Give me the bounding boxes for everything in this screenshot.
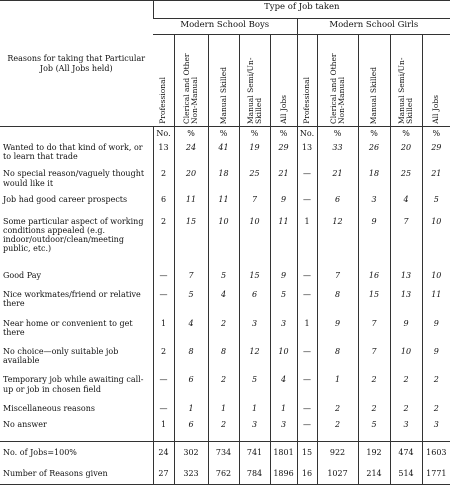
value-cell: 16 — [358, 271, 390, 290]
table-row — [0, 271, 450, 290]
value-cell: 3 — [390, 420, 422, 441]
value-cell: 7 — [358, 347, 390, 375]
value-cell: 21 — [422, 169, 450, 195]
value-cell: 13 — [297, 143, 317, 169]
value-cell: — — [297, 404, 317, 421]
value-cell: 5 — [239, 375, 270, 403]
value-cell: 9 — [422, 319, 450, 347]
unit-cell: % — [317, 127, 358, 144]
value-cell: 10 — [270, 347, 297, 375]
value-cell: 3 — [270, 319, 297, 347]
value-cell: 6 — [174, 375, 208, 403]
totals-label: Number of Reasons given — [3, 468, 108, 478]
reason-cell: Temporary job while awaiting call-up or job in chosen field — [3, 375, 144, 394]
value-cell: 8 — [174, 347, 208, 375]
table-row — [0, 217, 450, 271]
value-cell: 4 — [390, 195, 422, 216]
value-cell: 20 — [390, 143, 422, 169]
total-value-cell: 1801 — [270, 442, 297, 463]
value-cell: 6 — [153, 195, 174, 216]
table-row — [0, 195, 450, 216]
total-value-cell: 192 — [358, 442, 390, 463]
value-cell: 1 — [297, 217, 317, 271]
value-cell: 33 — [317, 143, 358, 169]
value-cell: 7 — [317, 271, 358, 290]
total-value-cell: 302 — [174, 442, 208, 463]
value-cell: 6 — [317, 195, 358, 216]
value-cell: 29 — [270, 143, 297, 169]
col-header-boys-professional: Professional — [153, 35, 174, 127]
value-cell: — — [297, 271, 317, 290]
unit-cell: % — [239, 127, 270, 144]
value-cell: 7 — [174, 271, 208, 290]
reason-cell: No choice—only suitable job available — [3, 346, 119, 366]
total-value-cell: 734 — [208, 442, 239, 463]
value-cell: 19 — [239, 143, 270, 169]
total-value-cell: 514 — [390, 463, 422, 484]
reason-cell: Good Pay — [3, 271, 41, 281]
value-cell: 25 — [390, 169, 422, 195]
units-label — [0, 127, 153, 144]
value-cell: 2 — [317, 420, 358, 441]
reasons-header: Reasons for taking that Particular Job (All Jobs held) — [0, 1, 153, 127]
value-cell: — — [297, 347, 317, 375]
value-cell: 5 — [422, 195, 450, 216]
value-cell: 9 — [422, 347, 450, 375]
value-cell: 2 — [390, 375, 422, 403]
total-value-cell: 784 — [239, 463, 270, 484]
reason-cell: Near home or convenient to get there — [3, 318, 133, 337]
value-cell: 10 — [390, 347, 422, 375]
value-cell: 11 — [270, 217, 297, 271]
value-cell: 1 — [153, 319, 174, 347]
value-cell: 1 — [208, 404, 239, 421]
value-cell: 10 — [422, 271, 450, 290]
total-value-cell: 24 — [153, 442, 174, 463]
value-cell: 2 — [208, 420, 239, 441]
table-row — [0, 319, 450, 347]
table-row — [0, 404, 450, 421]
unit-cell: % — [270, 127, 297, 144]
value-cell: — — [297, 375, 317, 403]
total-value-cell: 15 — [297, 442, 317, 463]
reason-cell: Some particular aspect of working conditions appealed (e.g. indoor/outdoor/clean/meeting public, etc.) — [3, 216, 144, 254]
reason-cell: No answer — [3, 420, 47, 430]
value-cell: — — [153, 271, 174, 290]
value-cell: 15 — [174, 217, 208, 271]
total-value-cell: 214 — [358, 463, 390, 484]
value-cell: — — [297, 420, 317, 441]
col-header-boys-manual-skilled: Manual Skilled — [208, 35, 239, 127]
value-cell: 2 — [358, 375, 390, 403]
value-cell: 1 — [270, 404, 297, 421]
value-cell: 2 — [208, 375, 239, 403]
value-cell: 2 — [358, 404, 390, 421]
value-cell: 1 — [317, 375, 358, 403]
total-value-cell: 323 — [174, 463, 208, 484]
total-value-cell: 1771 — [422, 463, 450, 484]
value-cell: 11 — [422, 290, 450, 318]
value-cell: 5 — [358, 420, 390, 441]
value-cell: 2 — [153, 217, 174, 271]
value-cell: 13 — [390, 290, 422, 318]
value-cell: 6 — [174, 420, 208, 441]
value-cell: — — [153, 290, 174, 318]
table-row — [0, 420, 450, 441]
value-cell: 8 — [208, 347, 239, 375]
total-value-cell: 1603 — [422, 442, 450, 463]
value-cell: 6 — [239, 290, 270, 318]
value-cell: — — [297, 169, 317, 195]
value-cell: 2 — [317, 404, 358, 421]
value-cell: 9 — [317, 319, 358, 347]
value-cell: 12 — [239, 347, 270, 375]
table-row — [0, 375, 450, 403]
value-cell: 41 — [208, 143, 239, 169]
value-cell: 5 — [270, 290, 297, 318]
value-cell: 1 — [153, 420, 174, 441]
reason-cell: Job had good career prospects — [3, 195, 128, 205]
table-row — [0, 169, 450, 195]
totals-row — [0, 442, 450, 463]
unit-cell: No. — [153, 127, 174, 144]
value-cell: 2 — [422, 404, 450, 421]
value-cell: 5 — [174, 290, 208, 318]
total-value-cell: 1027 — [317, 463, 358, 484]
col-header-girls-clerical: Clerical and Other Non-Manual — [317, 35, 358, 127]
value-cell: 29 — [422, 143, 450, 169]
value-cell: 18 — [358, 169, 390, 195]
value-cell: 10 — [239, 217, 270, 271]
unit-cell: % — [358, 127, 390, 144]
value-cell: 10 — [208, 217, 239, 271]
type-of-job-header: Type of Job taken — [153, 1, 450, 19]
value-cell: 21 — [317, 169, 358, 195]
table-row — [0, 143, 450, 169]
value-cell: 5 — [208, 271, 239, 290]
value-cell: 24 — [174, 143, 208, 169]
table-row — [0, 347, 450, 375]
value-cell: 15 — [358, 290, 390, 318]
value-cell: 25 — [239, 169, 270, 195]
value-cell: 2 — [153, 347, 174, 375]
unit-cell: % — [208, 127, 239, 144]
totals-label: No. of Jobs=100% — [3, 448, 77, 458]
value-cell: 13 — [153, 143, 174, 169]
value-cell: 12 — [317, 217, 358, 271]
total-value-cell: 741 — [239, 442, 270, 463]
group-header-girls: Modern School Girls — [297, 19, 450, 35]
value-cell: 2 — [208, 319, 239, 347]
value-cell: 1 — [174, 404, 208, 421]
value-cell: 13 — [390, 271, 422, 290]
col-header-girls-professional: Professional — [297, 35, 317, 127]
value-cell: 2 — [390, 404, 422, 421]
col-header-girls-all-jobs: All Jobs — [422, 35, 450, 127]
reason-cell: Miscellaneous reasons — [3, 403, 95, 413]
value-cell: 4 — [208, 290, 239, 318]
value-cell: 21 — [270, 169, 297, 195]
value-cell: 9 — [270, 271, 297, 290]
table-row — [0, 290, 450, 318]
value-cell: 8 — [317, 290, 358, 318]
value-cell: 20 — [174, 169, 208, 195]
col-header-boys-manual-semi: Manual Semi/Un-Skilled — [239, 35, 270, 127]
value-cell: 1 — [297, 319, 317, 347]
value-cell: 9 — [358, 217, 390, 271]
value-cell: 3 — [358, 195, 390, 216]
value-cell: 7 — [390, 217, 422, 271]
value-cell: 15 — [239, 271, 270, 290]
unit-cell: No. — [297, 127, 317, 144]
col-header-boys-clerical: Clerical and Other Non-Manual — [174, 35, 208, 127]
value-cell: 2 — [422, 375, 450, 403]
value-cell: 2 — [153, 169, 174, 195]
value-cell: 4 — [270, 375, 297, 403]
value-cell: 3 — [422, 420, 450, 441]
value-cell: — — [153, 404, 174, 421]
value-cell: 9 — [390, 319, 422, 347]
value-cell: 7 — [239, 195, 270, 216]
value-cell: 7 — [358, 319, 390, 347]
group-header-boys: Modern School Boys — [153, 19, 297, 35]
value-cell: 26 — [358, 143, 390, 169]
value-cell: 11 — [208, 195, 239, 216]
reason-cell: Wanted to do that kind of work, or to learn that trade — [3, 143, 143, 162]
value-cell: 4 — [174, 319, 208, 347]
value-cell: — — [297, 290, 317, 318]
reason-cell: Nice workmates/friend or relative there — [3, 290, 141, 309]
col-header-girls-manual-semi: Manual Semi/Un-Skilled — [390, 35, 422, 127]
col-header-boys-all-jobs: All Jobs — [270, 35, 297, 127]
value-cell: 18 — [208, 169, 239, 195]
value-cell: 1 — [239, 404, 270, 421]
value-cell: 3 — [239, 420, 270, 441]
value-cell: — — [153, 375, 174, 403]
col-header-girls-manual-skilled: Manual Skilled — [358, 35, 390, 127]
unit-cell: % — [422, 127, 450, 144]
value-cell: 3 — [270, 420, 297, 441]
total-value-cell: 16 — [297, 463, 317, 484]
total-value-cell: 27 — [153, 463, 174, 484]
totals-row — [0, 463, 450, 484]
reason-cell: No special reason/vaguely thought would like it — [3, 169, 145, 188]
value-cell: 3 — [239, 319, 270, 347]
total-value-cell: 762 — [208, 463, 239, 484]
value-cell: 8 — [317, 347, 358, 375]
total-value-cell: 1896 — [270, 463, 297, 484]
unit-cell: % — [174, 127, 208, 144]
unit-cell: % — [390, 127, 422, 144]
total-value-cell: 922 — [317, 442, 358, 463]
value-cell: 9 — [270, 195, 297, 216]
total-value-cell: 474 — [390, 442, 422, 463]
value-cell: 11 — [174, 195, 208, 216]
value-cell: 10 — [422, 217, 450, 271]
value-cell: — — [297, 195, 317, 216]
